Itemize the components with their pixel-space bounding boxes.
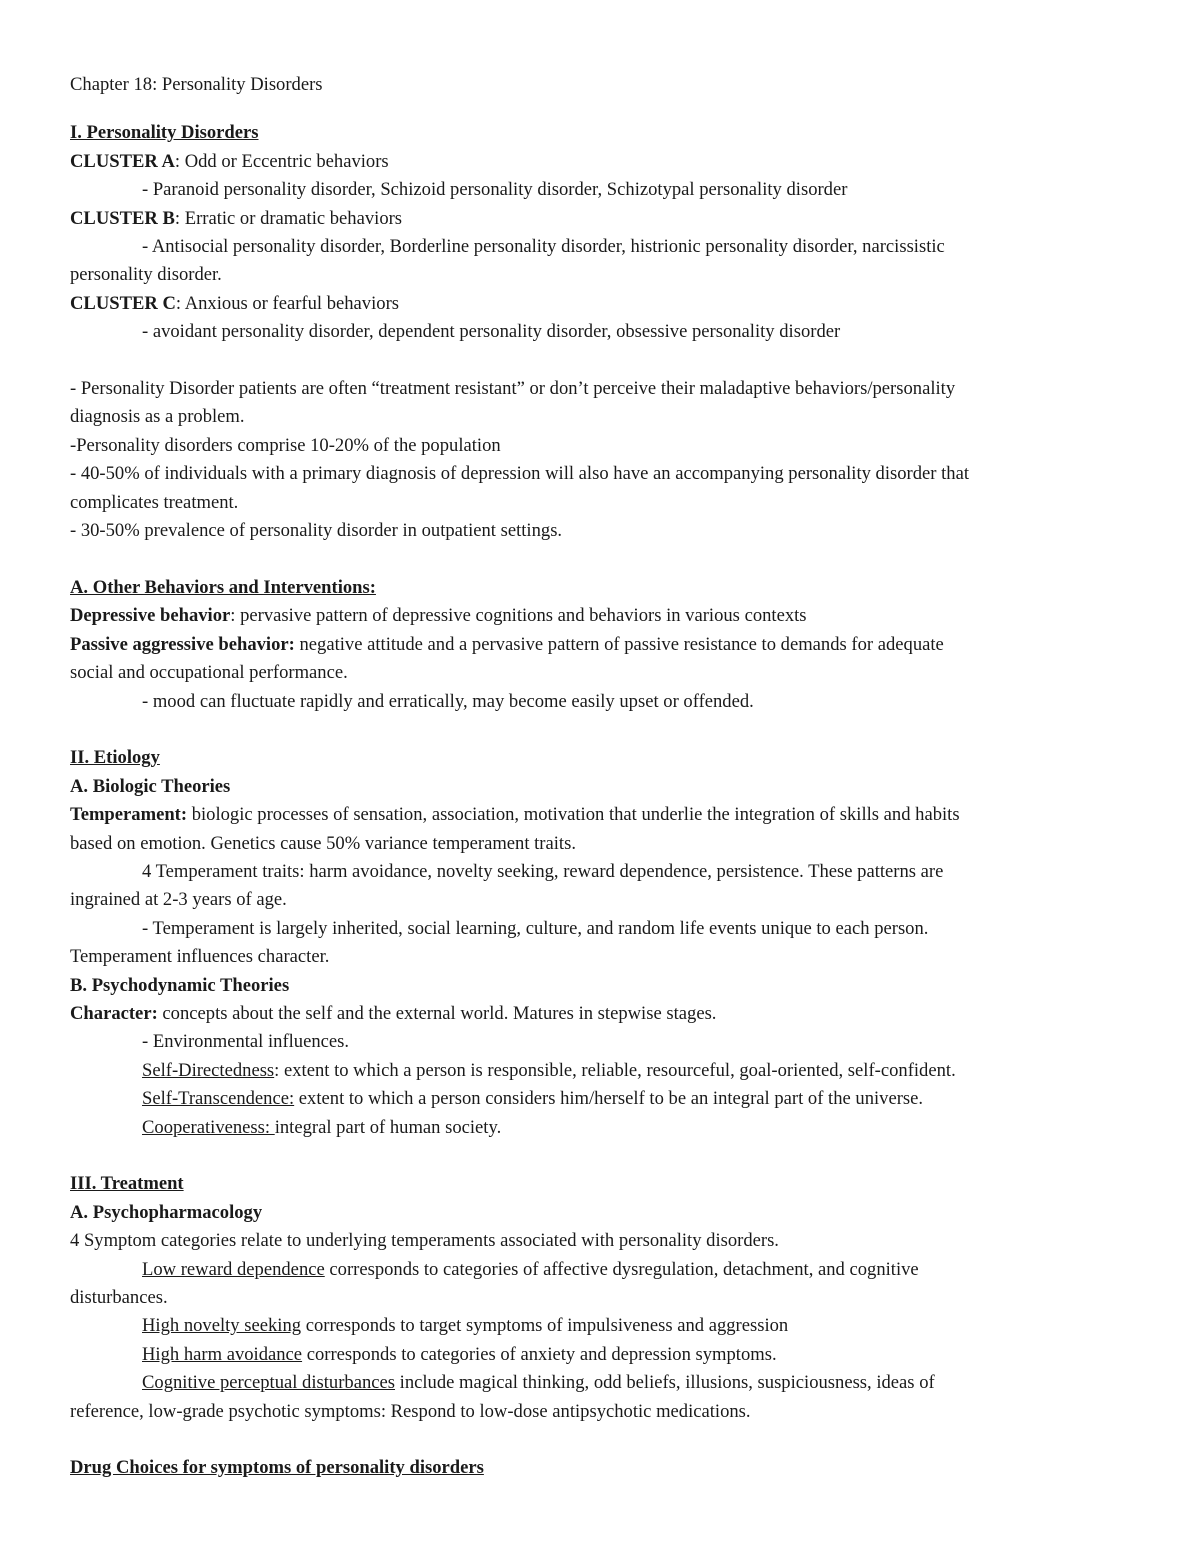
high-novelty-text: corresponds to target symptoms of impulsiveness and aggression <box>301 1315 789 1337</box>
character-text: concepts about the self and the external world. Matures in stepwise stages. <box>157 1002 717 1024</box>
depressive-behavior-text: : pervasive pattern of depressive cognitions and behaviors in various contexts <box>230 605 807 627</box>
depressive-behavior-line <box>70 602 1120 630</box>
high-novelty-label: High novelty seeking <box>142 1315 302 1337</box>
note-line: - 40-50% of individuals with a primary diagnosis of depression will also have an accompanying personality disorder that <box>70 463 970 485</box>
low-reward-label: Low reward dependence <box>142 1258 325 1280</box>
cluster-a-text: : Odd or Eccentric behaviors <box>174 150 389 172</box>
depressive-behavior-label: Depressive behavior <box>70 605 231 627</box>
high-novelty-line <box>70 1312 1120 1340</box>
section-heading-treatment: III. Treatment <box>70 1173 184 1195</box>
cluster-b-text: : Erratic or dramatic behaviors <box>174 207 403 229</box>
section-heading-other-behaviors: A. Other Behaviors and Interventions: <box>70 576 376 598</box>
subheading-psychodynamic-theories: B. Psychodynamic Theories <box>70 974 290 996</box>
note-line: complicates treatment. <box>70 491 239 513</box>
low-reward-text: corresponds to categories of affective dysregulation, detachment, and cognitive <box>324 1258 919 1280</box>
self-transcendence-text: extent to which a person considers him/herself to be an integral part of the universe. <box>294 1088 924 1110</box>
passive-aggressive-label: Passive aggressive behavior: <box>70 633 295 655</box>
cooperativeness-label: Cooperativeness: <box>142 1116 275 1138</box>
low-reward-cont: disturbances. <box>70 1287 168 1308</box>
cluster-b-list: - Antisocial personality disorder, Borderline personality disorder, histrionic personality disorder, narcissistic <box>142 236 945 258</box>
page-title: Chapter 18: Personality Disorders <box>70 74 323 95</box>
passive-aggressive-cont: social and occupational performance. <box>70 662 348 684</box>
high-harm-label: High harm avoidance <box>142 1343 303 1365</box>
temperament-text: biologic processes of sensation, association, motivation that underlie the integration of skills and habits <box>187 804 960 826</box>
section-heading-etiology: II. Etiology <box>70 747 160 769</box>
traits-cont: ingrained at 2-3 years of age. <box>70 889 287 911</box>
passive-aggressive-line <box>70 631 1120 659</box>
self-directedness-text: : extent to which a person is responsible, reliable, resourceful, goal-oriented, self-confident. <box>274 1059 956 1081</box>
cluster-a-line <box>70 148 1120 176</box>
drug-choices-heading: Drug Choices for symptoms of personality disorders <box>70 1457 484 1479</box>
cognitive-perceptual-cont: reference, low-grade psychotic symptoms: Respond to low-dose antipsychotic medications. <box>70 1400 751 1422</box>
high-harm-line <box>70 1341 1120 1369</box>
low-reward-line <box>70 1256 1120 1284</box>
mood-line: - mood can fluctuate rapidly and erratically, may become easily upset or offended. <box>142 690 754 712</box>
subheading-biologic-theories: A. Biologic Theories <box>70 775 231 797</box>
symptom-intro: 4 Symptom categories relate to underlying temperaments associated with personality disorders. <box>70 1230 779 1252</box>
cluster-a-list: - Paranoid personality disorder, Schizoid personality disorder, Schizotypal personality disorder <box>142 179 848 201</box>
temperament-line <box>70 801 1120 829</box>
note-line: - Personality Disorder patients are often “treatment resistant” or don’t perceive their maladaptive behaviors/personality <box>70 378 956 400</box>
character-line <box>70 1000 1120 1028</box>
note-line: diagnosis as a problem. <box>70 406 245 428</box>
character-label: Character: <box>70 1002 158 1024</box>
cluster-b-label: CLUSTER B <box>70 207 175 229</box>
cognitive-perceptual-label: Cognitive perceptual disturbances <box>142 1372 396 1394</box>
passive-aggressive-text: negative attitude and a pervasive pattern of passive resistance to demands for adequate <box>294 633 944 655</box>
high-harm-text: corresponds to categories of anxiety and depression symptoms. <box>302 1343 777 1365</box>
self-transcendence-label: Self-Transcendence: <box>142 1088 295 1110</box>
environmental-line: - Environmental influences. <box>142 1031 350 1053</box>
note-line: -Personality disorders comprise 10-20% of the population <box>70 434 501 456</box>
section-heading-personality-disorders: I. Personality Disorders <box>70 122 259 144</box>
cognitive-perceptual-line <box>70 1369 1120 1397</box>
note-line: - 30-50% prevalence of personality disorder in outpatient settings. <box>70 520 563 542</box>
cognitive-perceptual-text: include magical thinking, odd beliefs, illusions, suspiciousness, ideas of <box>395 1372 935 1394</box>
self-directedness-label: Self-Directedness <box>142 1059 275 1081</box>
cluster-b-list-cont: personality disorder. <box>70 264 222 286</box>
cooperativeness-text: integral part of human society. <box>274 1116 502 1138</box>
cooperativeness-line <box>70 1114 1120 1142</box>
traits-line: 4 Temperament traits: harm avoidance, novelty seeking, reward dependence, persistence. These patterns are <box>142 860 944 882</box>
cluster-c-label: CLUSTER C <box>70 292 176 314</box>
temperament-cont: based on emotion. Genetics cause 50% variance temperament traits. <box>70 832 576 854</box>
inherit-cont: Temperament influences character. <box>70 946 330 968</box>
self-transcendence-line <box>70 1085 1120 1113</box>
temperament-label: Temperament: <box>70 804 188 826</box>
cluster-a-label: CLUSTER A <box>70 150 175 172</box>
cluster-c-list: - avoidant personality disorder, dependent personality disorder, obsessive personality disorder <box>142 321 841 343</box>
inherit-line: - Temperament is largely inherited, social learning, culture, and random life events unique to each person. <box>142 917 929 939</box>
subheading-psychopharmacology: A. Psychopharmacology <box>70 1201 263 1223</box>
self-directedness-line <box>70 1057 1120 1085</box>
cluster-c-line <box>70 290 1120 318</box>
cluster-b-line <box>70 205 1120 233</box>
cluster-c-text: : Anxious or fearful behaviors <box>175 292 399 314</box>
